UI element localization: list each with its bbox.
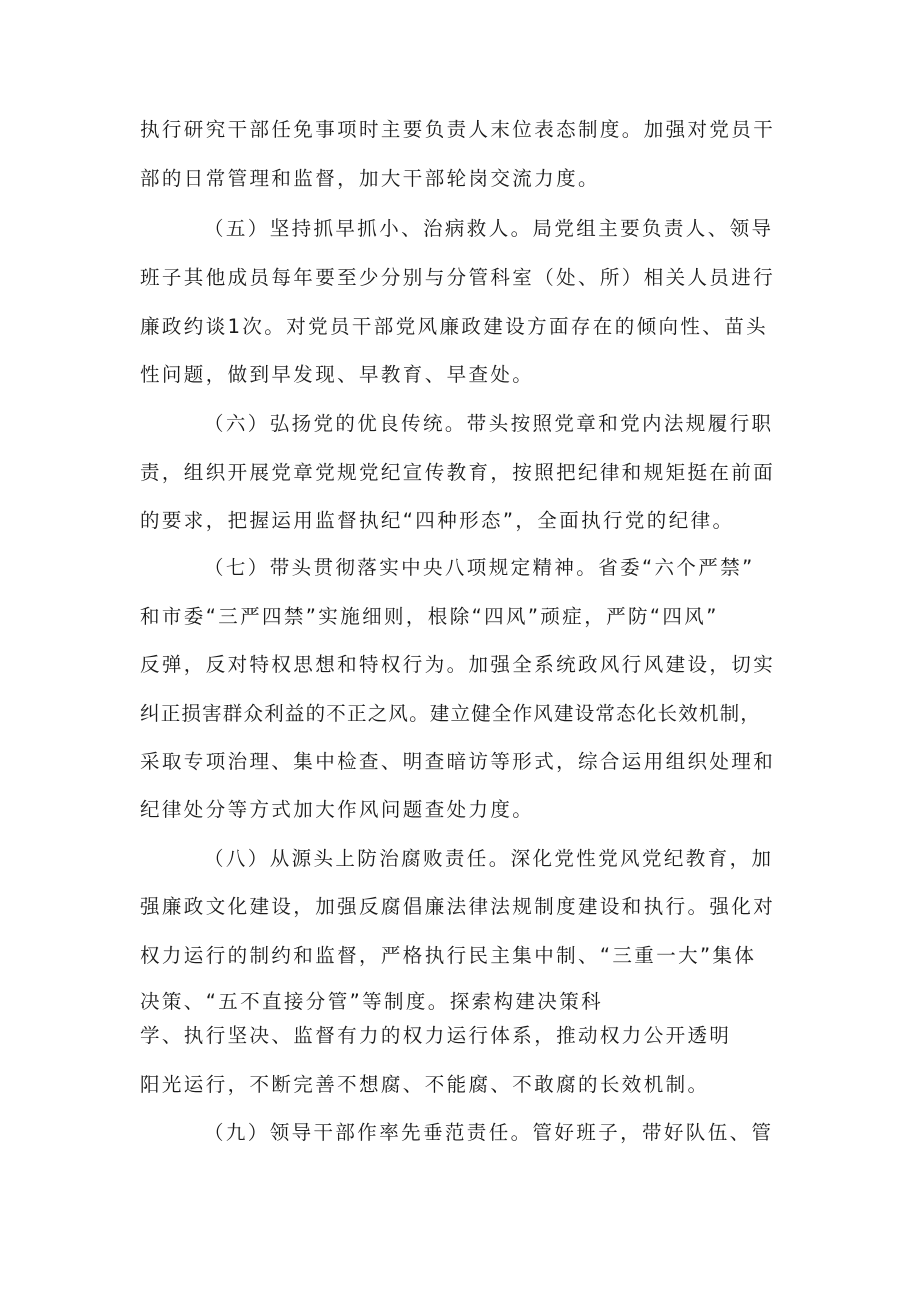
- text-line: 班子其他成员每年要至少分别与分管科室（处、所）相关人员进行: [140, 266, 776, 289]
- paragraph-heading-8: （八）从源头上防治腐败责任。深化党性党风党纪教育，加: [204, 847, 774, 870]
- text-line: 学、执行坚决、监督有力的权力运行体系，推动权力公开透明: [140, 1024, 732, 1047]
- paragraph-heading-7: （七）带头贯彻落实中央八项规定精神。省委“六个严禁”: [204, 556, 755, 579]
- text-line: 强廉政文化建设，加强反腐倡廉法律法规制度建设和执行。强化对: [140, 895, 776, 918]
- text-line: 纠正损害群众利益的不正之风。建立健全作风建设常态化长效机制，: [140, 702, 762, 725]
- text-line: 反弹，反对特权思想和特权行为。加强全系统政风行风建设，切实: [140, 653, 776, 676]
- text-line: 采取专项治理、集中检查、明查暗访等形式，综合运用组织处理和: [140, 750, 776, 773]
- text-line: 性问题，做到早发现、早教育、早查处。: [140, 363, 535, 386]
- text-line: 的要求，把握运用监督执纪“四种形态”，全面执行党的纪律。: [140, 509, 735, 532]
- paragraph-heading-6: （六）弘扬党的优良传统。带头按照党章和党内法规履行职: [204, 412, 774, 435]
- text-line: 权力运行的制约和监督，严格执行民主集中制、“三重一大”集体: [140, 944, 757, 967]
- text-line: 执行研究干部任免事项时主要负责人末位表态制度。加强对党员干: [140, 118, 776, 141]
- text-line: 纪律处分等方式加大作风问题查处力度。: [140, 798, 535, 821]
- text-line: 部的日常管理和监督，加大干部轮岗交流力度。: [140, 167, 600, 190]
- text-line: 阳光运行，不断完善不想腐、不能腐、不敢腐的长效机制。: [140, 1073, 710, 1096]
- text-line: 廉政约谈1次。对党员干部党风廉政建设方面存在的倾向性、苗头: [140, 315, 769, 338]
- text-line: 决策、“五不直接分管”等制度。探索构建决策科: [140, 990, 604, 1013]
- text-line: 和市委“三严四禁”实施细则，根除“四风”顽症，严防“四风”: [140, 605, 719, 628]
- paragraph-heading-5: （五）坚持抓早抓小、治病救人。局党组主要负责人、领导: [204, 217, 774, 240]
- paragraph-heading-9: （九）领导干部作率先垂范责任。管好班子，带好队伍、管: [204, 1121, 774, 1144]
- text-line: 责，组织开展党章党规党纪宣传教育，按照把纪律和规矩挺在前面: [140, 461, 776, 484]
